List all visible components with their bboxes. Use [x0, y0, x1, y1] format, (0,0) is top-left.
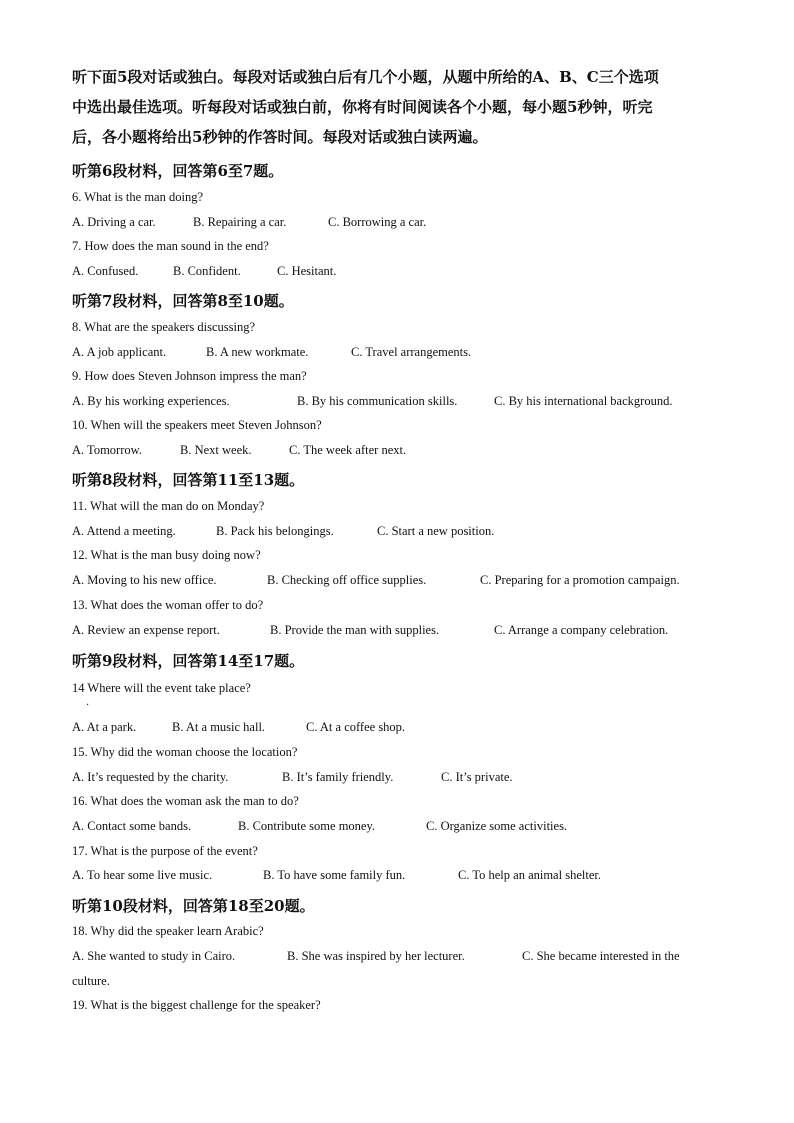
option-a: A. Driving a car. — [72, 215, 156, 229]
option-a: A. It’s requested by the charity. — [72, 770, 229, 784]
option-a: A. She wanted to study in Cairo. — [72, 949, 236, 963]
instructions-line-1: 听下面5段对话或独白。每段对话或独白后有几个小题，从题中所给的A、B、C三个选项 — [72, 68, 659, 86]
option-c: C. At a coffee shop. — [306, 720, 406, 734]
question-19: 19. What is the biggest challenge for the speaker? — [72, 998, 321, 1012]
option-b: B. Confident. — [173, 264, 241, 278]
instructions — [72, 62, 732, 152]
question-11: 11. What will the man do on Monday? — [72, 499, 265, 513]
section-header-10: 听第10段材料，回答第18至20题。 — [72, 897, 315, 915]
option-c: C. Travel arrangements. — [351, 345, 472, 359]
option-b: B. To have some family fun. — [263, 868, 406, 882]
option-b: B. Pack his belongings. — [216, 524, 334, 538]
option-b: B. At a music hall. — [172, 720, 266, 734]
question-12: 12. What is the man busy doing now? — [72, 548, 261, 562]
option-c: C. Borrowing a car. — [328, 215, 427, 229]
option-a: A. Review an expense report. — [72, 623, 220, 637]
option-a: A. Contact some bands. — [72, 819, 192, 833]
option-c: C. Organize some activities. — [426, 819, 568, 833]
option-b: B. By his communication skills. — [297, 394, 458, 408]
question-10: 10. When will the speakers meet Steven Johnson? — [72, 418, 322, 432]
section-header-6: 听第6段材料，回答第6至7题。 — [72, 162, 284, 180]
option-b: B. It’s family friendly. — [282, 770, 394, 784]
option-a: A. At a park. — [72, 720, 137, 734]
question-9: 9. How does Steven Johnson impress the man? — [72, 369, 307, 383]
option-c: C. Arrange a company celebration. — [494, 623, 669, 637]
option-c: C. To help an animal shelter. — [458, 868, 601, 882]
option-b: B. Next week. — [180, 443, 252, 457]
section-header-9: 听第9段材料，回答第14至17题。 — [72, 652, 305, 670]
option-c: C. By his international background. — [494, 394, 673, 408]
option-c: C. Preparing for a promotion campaign. — [480, 573, 680, 587]
option-b: B. Repairing a car. — [193, 215, 287, 229]
option-b: B. Provide the man with supplies. — [270, 623, 440, 637]
question-8: 8. What are the speakers discussing? — [72, 320, 256, 334]
option-c: C. Start a new position. — [377, 524, 495, 538]
question-17: 17. What is the purpose of the event? — [72, 844, 258, 858]
option-c: C. Hesitant. — [277, 264, 337, 278]
option-c-continuation: culture. — [72, 974, 110, 988]
question-15: 15. Why did the woman choose the location? — [72, 745, 298, 759]
option-a: A. To hear some live music. — [72, 868, 213, 882]
stray-mark: · — [86, 700, 90, 711]
option-a: A. Tomorrow. — [72, 443, 142, 457]
option-c: C. It’s private. — [441, 770, 513, 784]
instructions-line-3: 后，各小题将给出5秒钟的作答时间。每段对话或独白读两遍。 — [72, 128, 488, 146]
option-c: C. The week after next. — [289, 443, 407, 457]
option-a: A. Moving to his new office. — [72, 573, 217, 587]
option-b: B. Checking off office supplies. — [267, 573, 427, 587]
question-13: 13. What does the woman offer to do? — [72, 598, 264, 612]
option-b: B. A new workmate. — [206, 345, 309, 359]
question-16: 16. What does the woman ask the man to do? — [72, 794, 299, 808]
question-18: 18. Why did the speaker learn Arabic? — [72, 924, 264, 938]
option-a: A. Attend a meeting. — [72, 524, 176, 538]
option-a: A. By his working experiences. — [72, 394, 230, 408]
question-14: 14 Where will the event take place? — [72, 681, 251, 695]
option-a: A. Confused. — [72, 264, 139, 278]
option-c: C. She became interested in the — [522, 949, 680, 963]
section-header-8: 听第8段材料，回答第11至13题。 — [72, 471, 305, 489]
question-6: 6. What is the man doing? — [72, 190, 203, 204]
question-7: 7. How does the man sound in the end? — [72, 239, 269, 253]
option-b: B. Contribute some money. — [238, 819, 376, 833]
instructions-line-2: 中选出最佳选项。听每段对话或独白前，你将有时间阅读各个小题，每小题5秒钟，听完 — [72, 98, 653, 116]
option-b: B. She was inspired by her lecturer. — [287, 949, 465, 963]
section-header-7: 听第7段材料，回答第8至10题。 — [72, 292, 294, 310]
option-a: A. A job applicant. — [72, 345, 167, 359]
